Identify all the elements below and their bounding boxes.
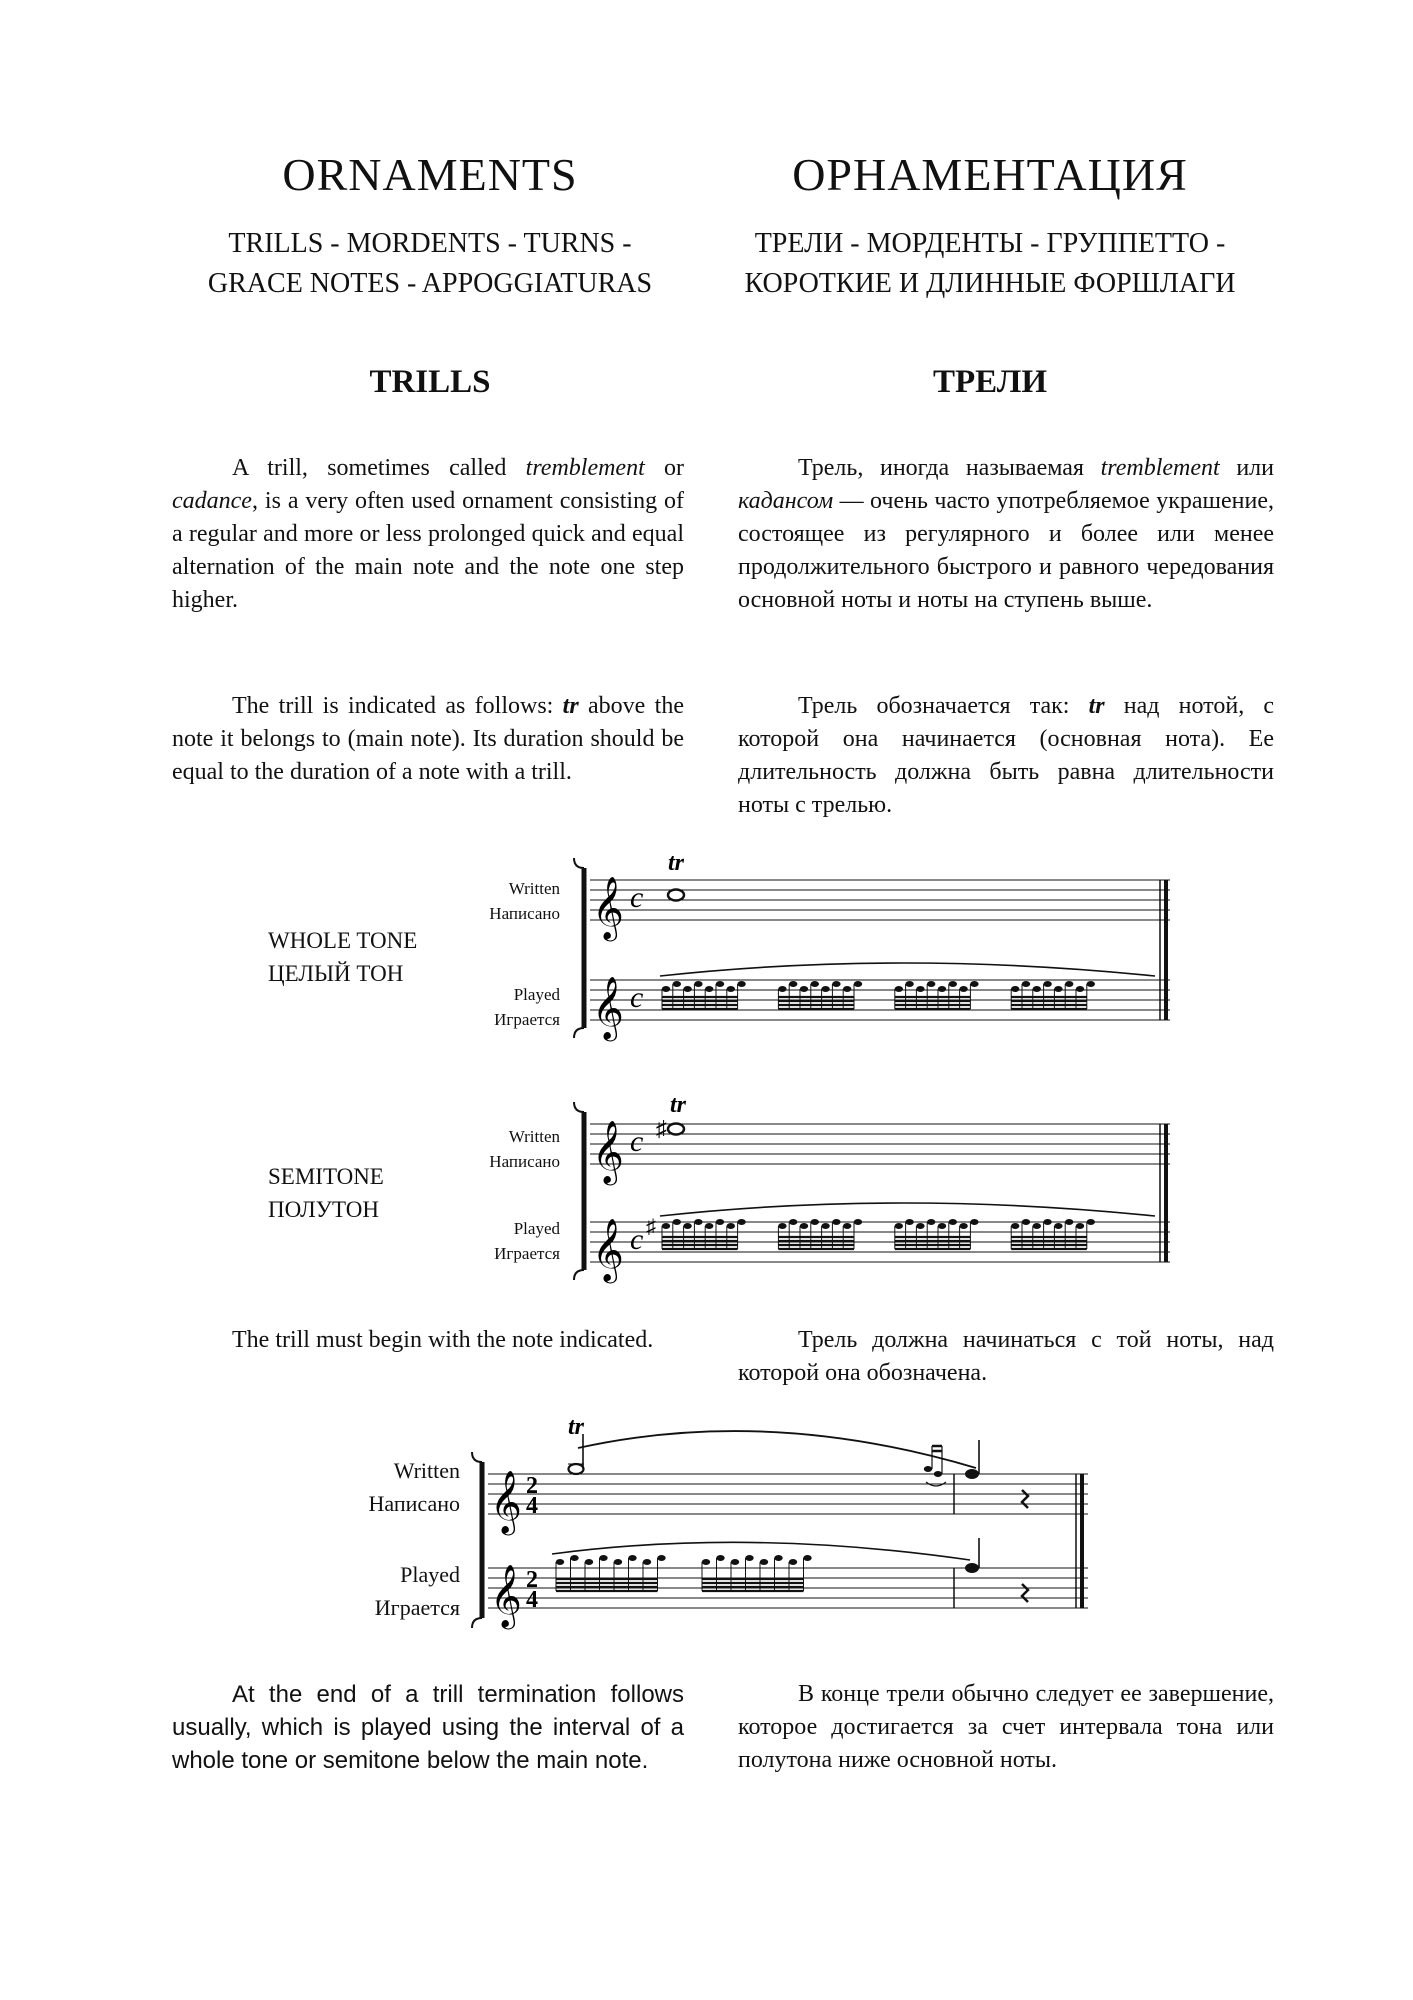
trill-note xyxy=(1033,1223,1041,1229)
trill-note xyxy=(800,1223,808,1229)
trill-note xyxy=(1011,986,1019,992)
trill-note xyxy=(905,1219,913,1225)
treble-clef-icon: 𝄞 xyxy=(592,1220,624,1280)
trill-note xyxy=(556,1559,564,1565)
played-en: Played xyxy=(400,1562,460,1587)
trill-note xyxy=(716,981,724,987)
score-example-semitone xyxy=(570,1094,1190,1284)
text-span: A trill, sometimes called xyxy=(232,455,526,481)
trill-note xyxy=(1087,981,1095,987)
paragraph-trill-termination-ru: В конце трели обычно следует ее завершение, которое достигается за счет интервала тона или полутона ниже основной ноты. xyxy=(738,1681,1274,1773)
label-en: SEMITONE xyxy=(268,1164,384,1189)
ex3-played-label xyxy=(300,1558,460,1624)
trill-note xyxy=(789,1559,797,1565)
trill-note xyxy=(774,1555,782,1561)
trill-note xyxy=(662,1223,670,1229)
subtitle-en xyxy=(170,224,690,304)
section-title-ru: ТРЕЛИ xyxy=(932,364,1047,400)
trill-note xyxy=(916,986,924,992)
text-span: or xyxy=(644,455,685,481)
quarter-rest-icon xyxy=(1022,1584,1028,1602)
slur-played xyxy=(552,1542,970,1560)
trill-note xyxy=(959,986,967,992)
paragraph-trill-begin-ru: Трель должна начинаться с той ноты, над которой она обозначена. xyxy=(738,1327,1274,1386)
trill-note xyxy=(949,1219,957,1225)
time-signature-2-4 xyxy=(526,1473,538,1613)
time-bottom: 4 xyxy=(526,1587,538,1613)
trill-note xyxy=(843,1223,851,1229)
trill-note xyxy=(716,1555,724,1561)
sharp-accidental-icon: ♯ xyxy=(656,1116,667,1141)
trill-note xyxy=(811,1219,819,1225)
trill-note xyxy=(895,986,903,992)
time-bottom: 4 xyxy=(526,1493,538,1519)
subtitle-en-line2: GRACE NOTES - APPOGGIATURAS xyxy=(207,268,653,299)
trill-note xyxy=(662,986,670,992)
text-span: above the note it belongs to (main note). Its duration should be equal to the duration of a note with a trill. xyxy=(172,693,684,785)
trill-note xyxy=(1065,981,1073,987)
quarter-note-resolution xyxy=(965,1469,979,1479)
term-kadans: кадансом xyxy=(738,488,834,514)
trill-sign-icon: tr xyxy=(568,1414,585,1440)
trill-note xyxy=(938,1223,946,1229)
trill-note xyxy=(970,1219,978,1225)
text-span: The trill is indicated as follows: xyxy=(232,693,563,719)
trill-note xyxy=(854,1219,862,1225)
trill-note xyxy=(705,986,713,992)
text-span: или xyxy=(1219,455,1274,481)
trill-note xyxy=(745,1555,753,1561)
label-en: WHOLE TONE xyxy=(268,928,418,953)
score-example-whole-tone xyxy=(570,850,1190,1045)
trill-note xyxy=(1076,1223,1084,1229)
grace-notes xyxy=(924,1446,946,1486)
title-ru: ОРНАМЕНТАЦИЯ xyxy=(792,149,1188,200)
trill-note xyxy=(1022,1219,1030,1225)
paragraph-trill-termination-en: At the end of a trill termination follows usually, which is played using the interval of a whole tone or semitone below the main note. xyxy=(172,1681,684,1774)
example-semitone-label xyxy=(268,1160,384,1226)
trill-note xyxy=(760,1559,768,1565)
treble-clef-icon: 𝄞 xyxy=(592,978,624,1038)
time-signature-common: c xyxy=(630,981,644,1014)
trill-note xyxy=(927,1219,935,1225)
time-signature-common: c xyxy=(630,1223,644,1256)
paragraph-trill-notation-ru xyxy=(738,690,1274,822)
trill-note xyxy=(789,981,797,987)
trill-notes-played xyxy=(662,1219,1095,1249)
subtitle-en-line1: TRILLS - MORDENTS - TURNS - xyxy=(228,228,632,259)
trill-note xyxy=(1054,986,1062,992)
text-span: Трель, иногда называемая xyxy=(798,455,1101,481)
ex1-played-label xyxy=(440,982,560,1032)
treble-clef-icon: 𝄞 xyxy=(592,1122,624,1182)
trill-notes-played xyxy=(556,1555,812,1591)
played-ru: Играется xyxy=(494,1010,560,1029)
trill-note xyxy=(585,1559,593,1565)
title-en: ORNAMENTS xyxy=(282,149,578,200)
time-top: 2 xyxy=(526,1473,538,1499)
slur-written xyxy=(578,1431,976,1468)
example-whole-tone-label xyxy=(268,924,417,990)
term-tremblement: tremblement xyxy=(1100,455,1220,481)
trill-note xyxy=(614,1559,622,1565)
written-ru: Написано xyxy=(489,904,560,923)
ex2-written-label xyxy=(440,1124,560,1174)
trill-sign-icon: tr xyxy=(562,693,579,719)
trill-note xyxy=(1033,986,1041,992)
trill-note xyxy=(778,986,786,992)
trill-note xyxy=(705,1223,713,1229)
whole-note-main xyxy=(668,1124,684,1135)
trill-note xyxy=(905,981,913,987)
trill-note xyxy=(657,1555,665,1561)
trill-note xyxy=(673,1219,681,1225)
trill-note xyxy=(643,1559,651,1565)
trill-note xyxy=(683,986,691,992)
staff-written xyxy=(590,1124,1170,1164)
trill-note xyxy=(803,1555,811,1561)
text-span: Трель обозначается так: xyxy=(798,693,1089,719)
trill-note xyxy=(832,1219,840,1225)
whole-note-main xyxy=(668,890,684,901)
trill-note xyxy=(727,1223,735,1229)
time-signature-common: c xyxy=(630,1125,644,1158)
text-span: — очень часто употребляемое украшение, состоящее из регулярного и более или менее продолжительного быстрого и равного чередования основной ноты и ноты на ступень выше. xyxy=(738,488,1274,613)
trill-note xyxy=(716,1219,724,1225)
trill-sign-icon: tr xyxy=(670,1094,687,1118)
written-ru: Написано xyxy=(489,1152,560,1171)
trill-note xyxy=(702,1559,710,1565)
quarter-note-resolution xyxy=(965,1563,979,1573)
trill-note xyxy=(843,986,851,992)
trill-note xyxy=(727,986,735,992)
played-en: Played xyxy=(513,985,560,1004)
text-span: над нотой, с которой она начинается (основная нота). Ее длительность должна быть равна длительности ноты с трелью. xyxy=(738,693,1275,818)
time-signature-common: c xyxy=(630,881,644,914)
trill-note xyxy=(1065,1219,1073,1225)
ex1-written-label xyxy=(440,876,560,926)
trill-note xyxy=(1076,986,1084,992)
time-top: 2 xyxy=(526,1567,538,1593)
trill-notes-played xyxy=(662,981,1095,1009)
treble-clef-icon: 𝄞 xyxy=(592,878,624,938)
paragraph-trill-definition-ru xyxy=(738,452,1274,617)
trill-sign-icon: tr xyxy=(1088,693,1105,719)
trill-note xyxy=(821,986,829,992)
trill-note xyxy=(832,981,840,987)
trill-note xyxy=(737,981,745,987)
played-ru: Играется xyxy=(494,1244,560,1263)
label-ru: ПОЛУТОН xyxy=(268,1197,379,1222)
trill-note xyxy=(1022,981,1030,987)
trill-note xyxy=(1087,1219,1095,1225)
staff-written xyxy=(488,1474,1088,1514)
trill-note xyxy=(599,1555,607,1561)
trill-note xyxy=(1043,981,1051,987)
trill-note xyxy=(949,981,957,987)
trill-note xyxy=(895,1223,903,1229)
paragraph-trill-notation-en xyxy=(172,690,684,789)
trill-note xyxy=(778,1223,786,1229)
trill-note xyxy=(854,981,862,987)
trill-note xyxy=(800,986,808,992)
written-en: Written xyxy=(508,879,560,898)
trill-note xyxy=(694,981,702,987)
term-cadance: cadance xyxy=(172,488,252,514)
trill-note xyxy=(1011,1223,1019,1229)
paragraph-trill-begin-en: The trill must begin with the note indicated. xyxy=(232,1327,654,1353)
trill-note xyxy=(628,1555,636,1561)
subtitle-ru-line1: ТРЕЛИ - МОРДЕНТЫ - ГРУППЕТТО - xyxy=(754,228,1226,259)
trill-note xyxy=(927,981,935,987)
label-ru: ЦЕЛЫЙ ТОН xyxy=(268,961,404,986)
trill-note xyxy=(789,1219,797,1225)
trill-note xyxy=(821,1223,829,1229)
trill-note xyxy=(1043,1219,1051,1225)
subtitle-ru-line2: КОРОТКИЕ И ДЛИННЫЕ ФОРШЛАГИ xyxy=(744,268,1236,299)
played-ru: Играется xyxy=(374,1595,460,1620)
trill-note xyxy=(731,1559,739,1565)
trill-note xyxy=(970,981,978,987)
slur xyxy=(660,1203,1155,1216)
trill-note xyxy=(683,1223,691,1229)
trill-note xyxy=(570,1555,578,1561)
quarter-rest-icon xyxy=(1022,1490,1028,1508)
trill-note xyxy=(916,1223,924,1229)
trill-note xyxy=(938,986,946,992)
sharp-accidental-icon: ♯ xyxy=(646,1216,656,1238)
trill-note xyxy=(959,1223,967,1229)
subtitle-ru xyxy=(720,224,1260,304)
treble-clef-icon: 𝄞 xyxy=(490,1472,522,1532)
slur xyxy=(660,963,1155,976)
trill-note xyxy=(737,1219,745,1225)
trill-sign-icon: tr xyxy=(668,850,685,876)
treble-clef-icon: 𝄞 xyxy=(490,1566,522,1626)
term-tremblement: tremblement xyxy=(525,455,645,481)
written-ru: Написано xyxy=(368,1491,460,1516)
half-note-main xyxy=(569,1464,584,1474)
trill-note xyxy=(811,981,819,987)
text-span: , is a very often used ornament consisting of a regular and more or less prolonged quick and equal alternation of the main note and the note one step higher. xyxy=(172,488,684,613)
trill-note xyxy=(694,1219,702,1225)
trill-note xyxy=(673,981,681,987)
ex2-played-label xyxy=(440,1216,560,1266)
trill-note xyxy=(1054,1223,1062,1229)
written-en: Written xyxy=(393,1458,460,1483)
section-title-en: TRILLS xyxy=(369,364,491,400)
written-en: Written xyxy=(508,1127,560,1146)
played-en: Played xyxy=(513,1219,560,1238)
paragraph-trill-definition-en xyxy=(172,452,684,617)
ex3-written-label xyxy=(300,1454,460,1520)
score-example-trill-termination xyxy=(468,1412,1108,1632)
